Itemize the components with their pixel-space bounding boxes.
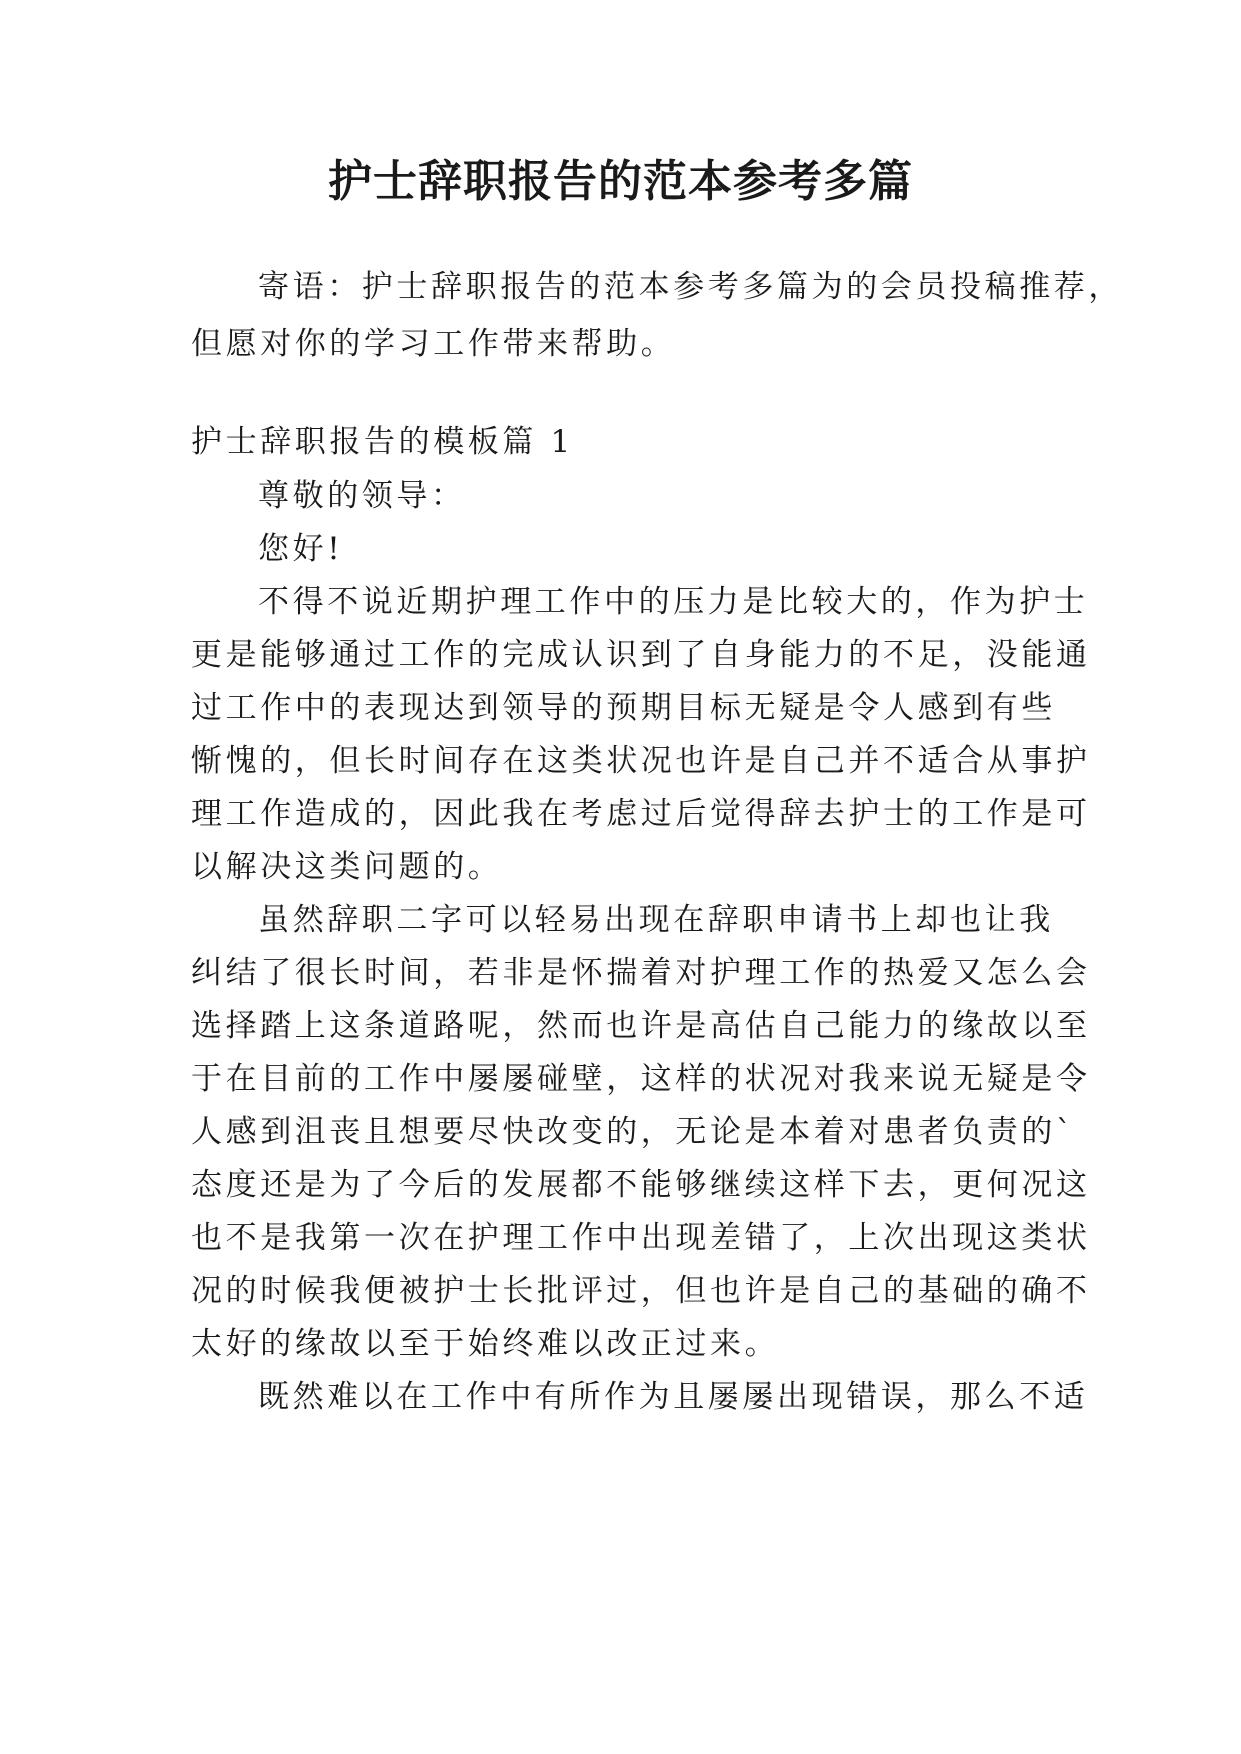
paragraph-line: 理工作造成的，因此我在考虑过后觉得辞去护士的工作是可 <box>191 796 1091 832</box>
paragraph-line: 态度还是为了今后的发展都不能够继续这样下去，更何况这 <box>191 1167 1091 1203</box>
paragraph-line: 以解决这类问题的。 <box>191 849 503 885</box>
paragraph-line: 过工作中的表现达到领导的预期目标无疑是令人感到有些 <box>191 690 1056 726</box>
paragraph-line: 更是能够通过工作的完成认识到了自身能力的不足，没能通 <box>191 637 1091 673</box>
intro-line: 寄语：护士辞职报告的范本参考多篇为的会员投稿推荐， <box>258 269 1123 305</box>
paragraph-line: 既然难以在工作中有所作为且屡屡出现错误，那么不适 <box>258 1379 1089 1415</box>
paragraph-line: 虽然辞职二字可以轻易出现在辞职申请书上却也让我 <box>258 902 1054 938</box>
section-heading: 护士辞职报告的模板篇 1 <box>191 424 574 460</box>
paragraph-line: 也不是我第一次在护理工作中出现差错了，上次出现这类状 <box>191 1220 1091 1256</box>
salutation: 尊敬的领导： <box>258 478 466 514</box>
paragraph-line: 人感到沮丧且想要尽快改变的，无论是本着对患者负责的` <box>191 1114 1076 1150</box>
paragraph-line: 况的时候我便被护士长批评过，但也许是自己的基础的确不 <box>191 1273 1091 1309</box>
intro-line: 但愿对你的学习工作带来帮助。 <box>191 326 676 362</box>
paragraph-line: 纠结了很长时间，若非是怀揣着对护理工作的热爱又怎么会 <box>191 955 1091 991</box>
paragraph-line: 于在目前的工作中屡屡碰壁，这样的状况对我来说无疑是令 <box>191 1061 1091 1097</box>
paragraph-line: 不得不说近期护理工作中的压力是比较大的，作为护士 <box>258 584 1089 620</box>
paragraph-line: 太好的缘故以至于始终难以改正过来。 <box>191 1326 780 1362</box>
greeting: 您好! <box>258 531 344 567</box>
document-title: 护士辞职报告的范本参考多篇 <box>328 156 913 207</box>
paragraph-line: 选择踏上这条道路呢，然而也许是高估自己能力的缘故以至 <box>191 1008 1091 1044</box>
paragraph-line: 惭愧的，但长时间存在这类状况也许是自己并不适合从事护 <box>191 743 1091 779</box>
